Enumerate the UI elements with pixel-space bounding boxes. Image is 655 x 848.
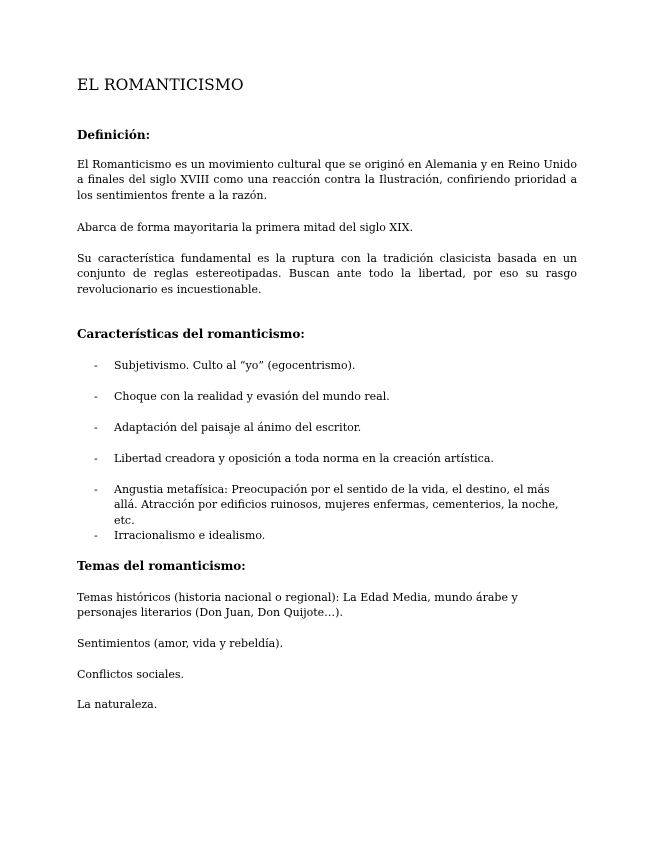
characteristic-text: Angustia metafísica: Preocupación por el sentido de la vida, el destino, el más allá. Atracción por edificios ruinosos, mujeres enfermas, cementerios, la noche, etc. xyxy=(114,483,559,527)
bullet-dash: - xyxy=(94,359,98,372)
definition-paragraph-2: Abarca de forma mayoritaria la primera mitad del siglo XIX. xyxy=(77,221,413,234)
themes-heading: Temas del romanticismo: xyxy=(77,559,246,573)
characteristic-text: Choque con la realidad y evasión del mundo real. xyxy=(114,390,390,403)
characteristic-text: Libertad creadora y oposición a toda norma en la creación artística. xyxy=(114,452,494,465)
themes-paragraph-3: Conflictos sociales. xyxy=(77,668,184,681)
bullet-dash: - xyxy=(94,483,98,496)
themes-paragraph-4: La naturaleza. xyxy=(77,698,158,711)
definition-paragraph-1: El Romanticismo es un movimiento cultural que se originó en Alemania y en Reino Unido a finales del siglo XVIII como una reacción contra la Ilustración, confiriendo prioridad a los sentimientos frente a la razón. xyxy=(77,158,577,202)
themes-paragraph-1: Temas históricos (historia nacional o regional): La Edad Media, mundo árabe y personajes literarios (Don Juan, Don Quijote…). xyxy=(77,591,518,620)
bullet-dash: - xyxy=(94,390,98,403)
bullet-dash: - xyxy=(94,452,98,465)
characteristic-text: Adaptación del paisaje al ánimo del escritor. xyxy=(114,421,362,434)
definition-heading: Definición: xyxy=(77,128,151,142)
characteristic-text: Subjetivismo. Culto al “yo” (egocentrismo). xyxy=(114,359,356,372)
bullet-dash: - xyxy=(94,421,98,434)
document-title: EL ROMANTICISMO xyxy=(77,76,244,94)
characteristic-text: Irracionalismo e idealismo. xyxy=(114,529,266,542)
themes-paragraph-2: Sentimientos (amor, vida y rebeldía). xyxy=(77,637,284,650)
definition-paragraph-3: Su característica fundamental es la ruptura con la tradición clasicista basada en un conjunto de reglas estereotipadas. Buscan ante todo la libertad, por eso su rasgo revolucionario es incuestionable. xyxy=(77,252,577,296)
bullet-dash: - xyxy=(94,529,98,542)
characteristics-heading: Características del romanticismo: xyxy=(77,327,305,341)
